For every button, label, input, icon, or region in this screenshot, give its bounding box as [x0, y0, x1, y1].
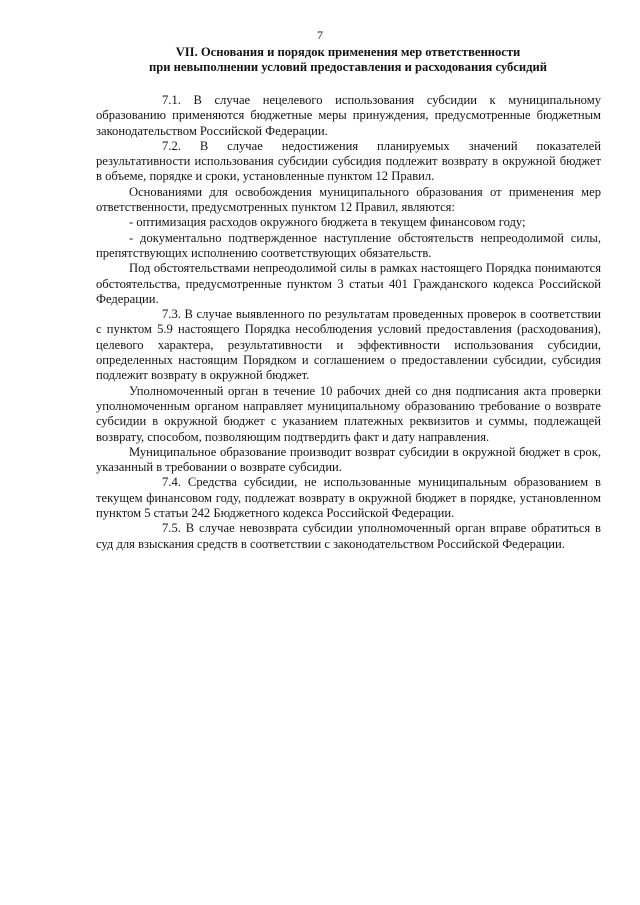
paragraph-authority-demand: Уполномоченный орган в течение 10 рабочих дней со дня подписания акта проверки уполномоченным органом направляет муниципальному образованию требование о возврате субсидии в окружной бюджет с указанием платежных реквизитов и суммы, подлежащей возврату, способом, позволяющим подтвердить факт и дату направления.: [96, 383, 601, 444]
paragraph-number: 7.2.: [162, 138, 181, 153]
paragraph-text: В случае недостижения планируемых значений показателей результативности использования субсидии субсидия подлежит возврату в окружной бюджет в объеме, порядке и сроки, установленные пунктом 12 Правил.: [96, 138, 601, 184]
paragraph-7-2: [96, 139, 601, 185]
paragraph-exemption-grounds: Основаниями для освобождения муниципального образования от применения мер ответственности, предусмотренных пунктом 12 Правил, являются:: [96, 184, 601, 215]
paragraph-number: 7.3.: [162, 307, 181, 322]
paragraph-7-5: [96, 521, 601, 552]
list-item-budget-optimization: - оптимизация расходов окружного бюджета в текущем финансовом году;: [129, 215, 526, 230]
list-item-force-majeure: - документально подтвержденное наступление обстоятельств непреодолимой силы, препятствующих исполнению соответствующих обязательств.: [96, 230, 601, 260]
page-number: 7: [317, 28, 323, 42]
paragraph-number: 7.1.: [162, 93, 181, 107]
section-title: [96, 45, 600, 75]
paragraph-text: Средства субсидии, не использованные муниципальным образованием в текущем финансовом году, подлежат возврату в окружной бюджет в порядке, установленном пунктом 5 статьи 242 Бюджетного кодекса Российской Федерации.: [96, 475, 602, 521]
paragraph-7-1: [96, 93, 601, 139]
paragraph-7-4: [96, 475, 601, 521]
section-title-line-2: при невыполнении условий предоставления и расходования субсидий: [148, 60, 548, 74]
paragraph-7-3: [96, 307, 601, 383]
paragraph-municipality-return: Муниципальное образование производит возврат субсидии в окружной бюджет в срок, указанный в требовании о возврате субсидии.: [96, 444, 601, 475]
paragraph-force-majeure-definition: Под обстоятельствами непреодолимой силы в рамках настоящего Порядка понимаются обстоятельства, предусмотренные пунктом 3 статьи 401 Гражданского кодекса Российской Федерации.: [96, 261, 601, 306]
paragraph-number: 7.5.: [162, 521, 181, 536]
paragraph-text: В случае нецелевого использования субсидии к муниципальному образованию применяются бюджетные меры принуждения, предусмотренные бюджетным законодательством Российской Федерации.: [96, 93, 602, 138]
paragraph-text: В случае выявленного по результатам проведенных проверок в соответствии с пунктом 5.9 настоящего Порядка несоблюдения условий предоставления (расходования), целевого характера, результативности и эффективности использования субсидии, определенных настоящим Порядком и соглашением о предоставлении субсидии, субсидия подлежит возврату в окружной бюджет.: [96, 307, 601, 383]
section-title-line-1: VII. Основания и порядок применения мер ответственности: [175, 45, 521, 59]
section-body: [96, 93, 601, 552]
paragraph-text: В случае невозврата субсидии уполномоченный орган вправе обратиться в суд для взыскания средств в соответствии с законодательством Российской Федерации.: [96, 521, 601, 551]
paragraph-number: 7.4.: [162, 475, 181, 490]
